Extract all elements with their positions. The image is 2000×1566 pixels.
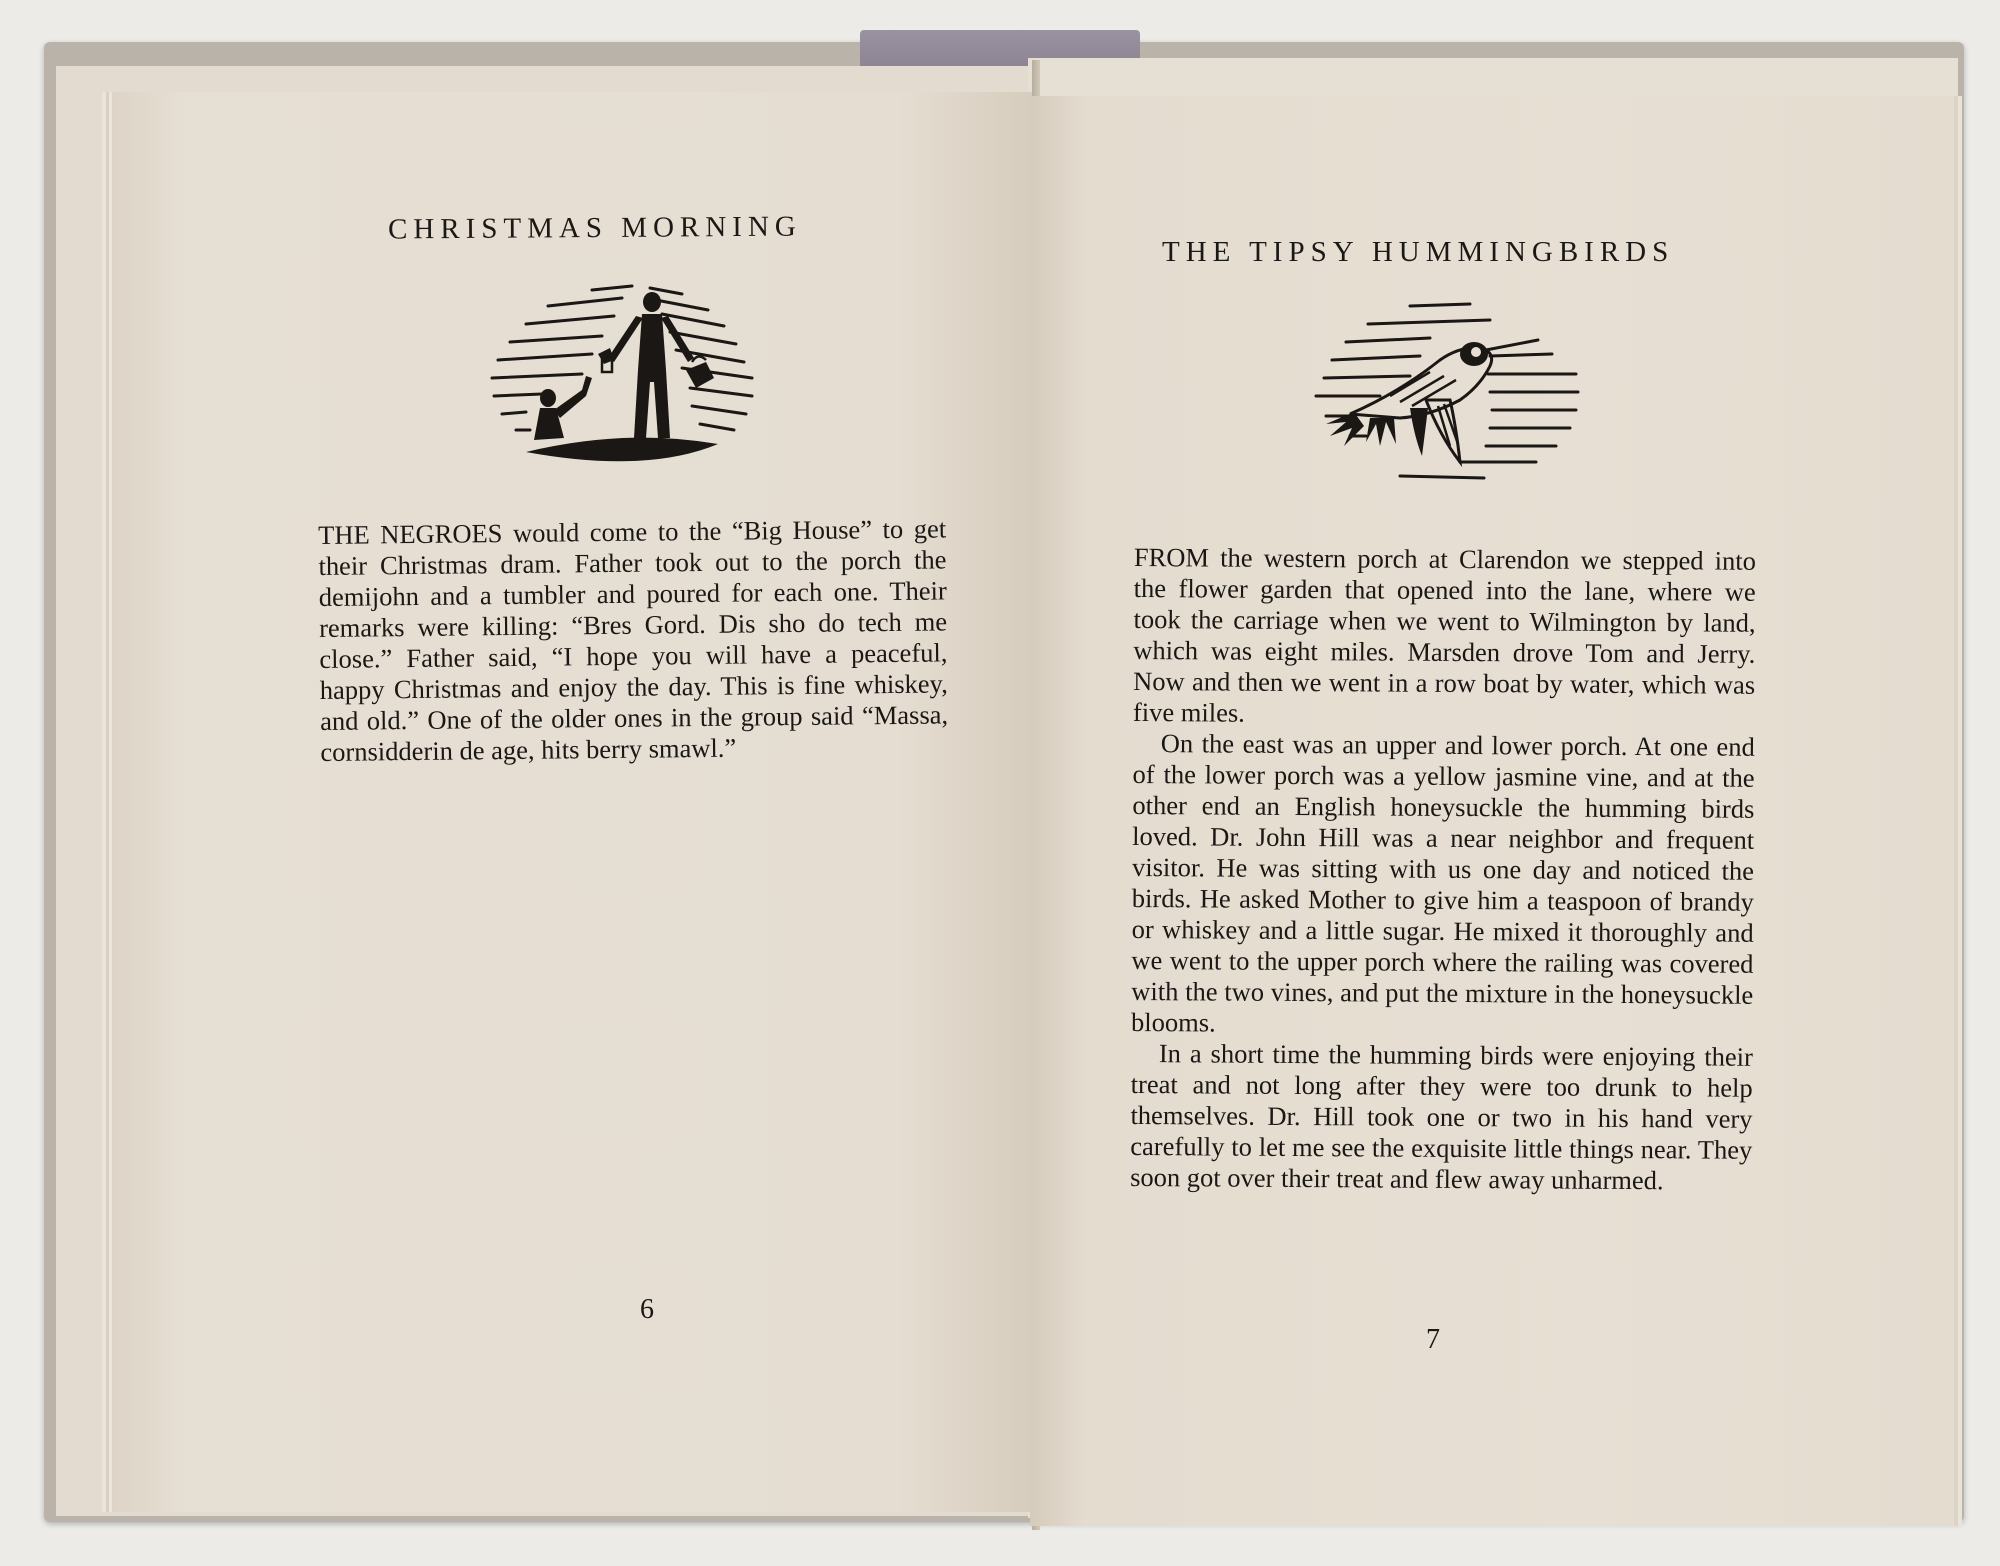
right-page-paragraph: On the east was an upper and lower porch. At one end of the lower porch was a yellow jasmine vine, and at the other end an English honeysuckle the humming birds loved. Dr. John Hill was a near neighbor and frequent visitor. He was sitting with us one day and noticed the birds. He asked Mother to give him a teaspoon of brandy or whiskey and a little sugar. He mixed it thoroughly and we went to the upper porch where the railing was covered with the two vines, and put the mixture in the honeysuckle blooms. [1130,728,1755,1038]
right-page-number: 7 [1426,1324,1440,1355]
left-page-body [318,513,949,768]
hummingbird-icon [1310,296,1584,492]
right-page-title: THE TIPSY HUMMINGBIRDS [1162,236,1675,268]
left-page-title: CHRISTMAS MORNING [387,210,802,246]
left-page-number: 6 [640,1294,654,1325]
right-page-paragraph: In a short time the humming birds were enjoying their treat and not long after they were too drunk to help themselves. Dr. Hill took one or two in his hand very carefully to let me see the exquisite little things near. They soon got over their treat and flew away unharmed. [1130,1038,1753,1196]
right-page-body [1130,542,1756,1197]
man-handing-bottle-icon [486,278,766,474]
left-page-paragraph: THE NEGROES would come to the “Big House” to get their Christmas dram. Father took out to the porch the demijohn and a tumbler and poured for each one. Their remarks were killing: “Bres Gord. Dis sho do tech me close.” Father said, “I hope you will have a peaceful, happy Christmas and enjoy the day. This is fine whiskey, and old.” One of the older ones in the group said “Massa, cornsidderin de age, hits berry smawl.” [318,513,949,767]
right-page-paragraph: FROM the western porch at Clarendon we stepped into the flower garden that opened into the lane, where we took the carriage when we went to Wilmington by land, which was eight miles. Marsden drove Tom and Jerry. Now and then we went in a row boat by water, which was five miles. [1132,542,1756,728]
